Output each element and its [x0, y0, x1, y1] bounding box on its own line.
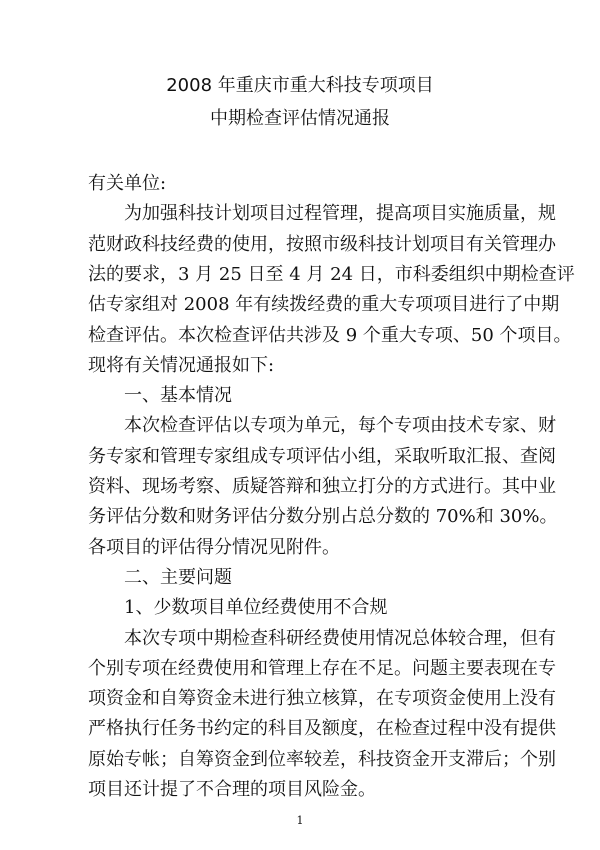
paragraph-line: 本次检查评估以专项为单元，每个专项由技术专家、财 — [124, 415, 556, 436]
paragraph-line: 本次专项中期检查科研经费使用情况总体较合理，但有 — [124, 628, 556, 649]
paragraph-line: 范财政科技经费的使用，按照市级科技计划项目有关管理办 — [88, 234, 556, 255]
paragraph-line: 为加强科技计划项目过程管理，提高项目实施质量，规 — [124, 203, 556, 224]
salutation: 有关单位: — [88, 173, 167, 194]
paragraph-line: 法的要求，3 月 25 日至 4 月 24 日，市科委组织中期检查评 — [88, 264, 575, 285]
paragraph-line: 各项目的评估得分情况见附件。 — [88, 537, 340, 558]
paragraph-line: 项目还计提了不合理的项目风险金。 — [88, 779, 376, 800]
paragraph-line: 资料、现场考察、质疑答辩和独立打分的方式进行。其中业 — [88, 476, 556, 497]
document-title-line-2: 中期检查评估情况通报 — [210, 108, 390, 129]
paragraph-line: 项资金和自筹资金未进行独立核算，在专项资金使用上没有 — [88, 688, 556, 709]
paragraph-line: 现将有关情况通报如下: — [88, 355, 275, 376]
page-number: 1 — [296, 814, 304, 827]
paragraph-line: 严格执行任务书约定的科目及额度，在检查过程中没有提供 — [88, 718, 556, 739]
subsection-heading: 1、少数项目单位经费使用不合规 — [124, 597, 388, 618]
section-heading-basic: 一、基本情况 — [124, 385, 232, 406]
paragraph-line: 估专家组对 2008 年有续拨经费的重大专项项目进行了中期 — [88, 294, 560, 315]
section-heading-issues: 二、主要问题 — [124, 567, 232, 588]
paragraph-line: 检查评估。本次检查评估共涉及 9 个重大专项、50 个项目。 — [88, 325, 572, 346]
paragraph-line: 务专家和管理专家组成专项评估小组，采取听取汇报、查阅 — [88, 446, 556, 467]
paragraph-line: 原始专帐；自筹资金到位率较差，科技资金开支滞后；个别 — [88, 749, 556, 770]
document-title-line-1: 2008 年重庆市重大科技专项项目 — [166, 75, 434, 96]
paragraph-line: 个别专项在经费使用和管理上存在不足。问题主要表现在专 — [88, 658, 556, 679]
paragraph-line: 务评估分数和财务评估分数分别占总分数的 70%和 30%。 — [88, 506, 558, 527]
